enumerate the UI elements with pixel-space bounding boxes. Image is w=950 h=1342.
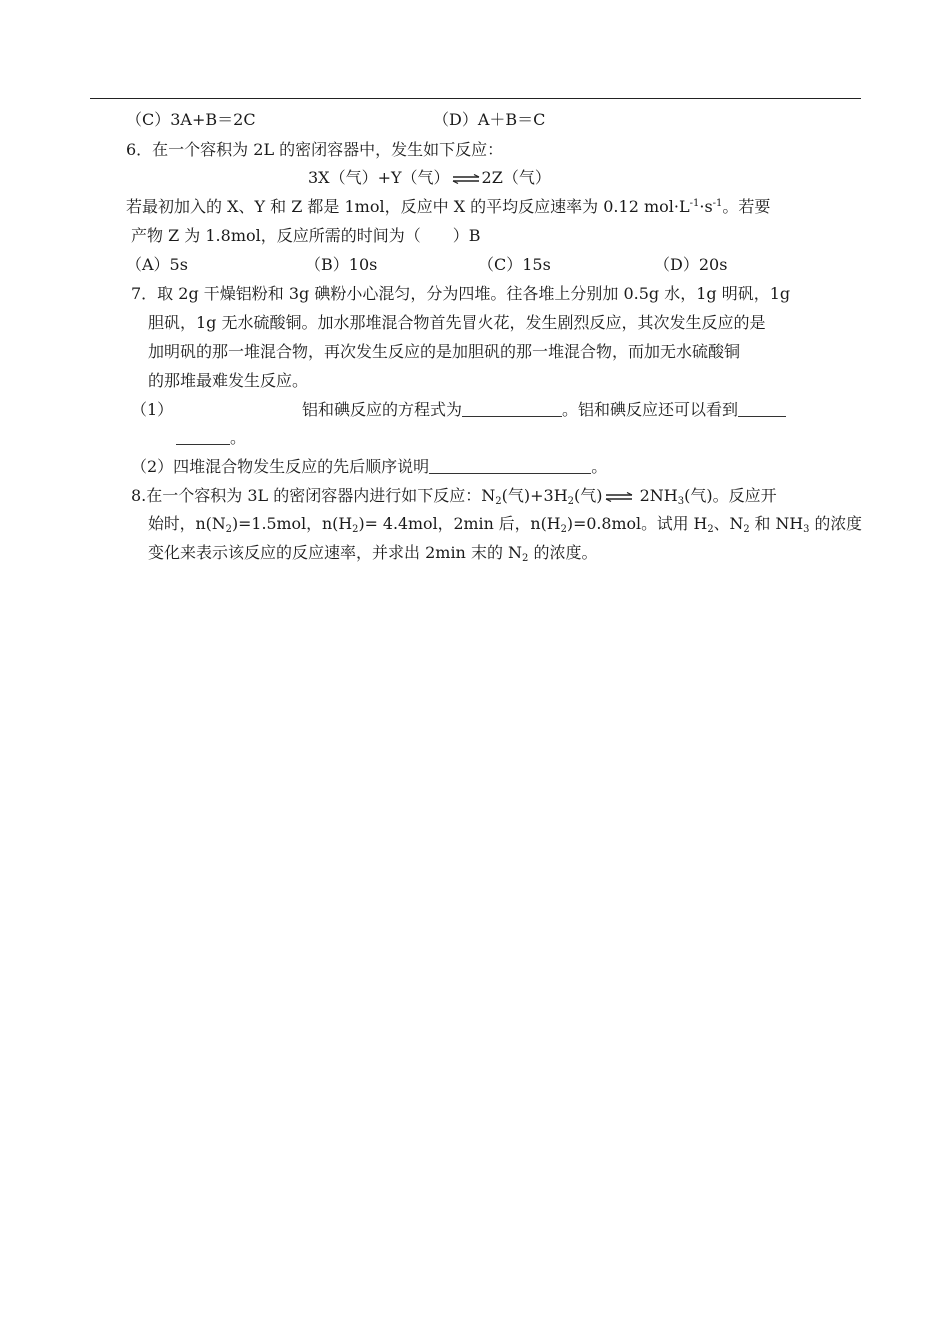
q8-l2-a: 始时，n(N xyxy=(148,514,226,533)
answer-blank xyxy=(462,400,562,417)
q8-l2-d: )=0.8mol。试用 H xyxy=(566,514,708,533)
q8-l2-sub6: 3 xyxy=(803,524,810,535)
q8-l3-sub1: 2 xyxy=(522,553,529,564)
q6-line3-c: 。若要 xyxy=(722,197,771,216)
q7-sub1-cont xyxy=(176,426,246,450)
q8-l2-sub2: 2 xyxy=(352,524,359,535)
q8-l1-sub2: 2 xyxy=(567,496,575,507)
q8-l1-c: (气) xyxy=(574,486,603,505)
q8-l3-a: 变化来表示该反应的反应速率，并求出 2min 末的 N xyxy=(148,543,523,562)
header-rule xyxy=(90,98,861,99)
q8-l1-sub3: 3 xyxy=(677,496,685,507)
q6-line3 xyxy=(126,195,770,219)
q7-sub1 xyxy=(302,398,786,422)
q6-eq-left: 3X（气）+Y（气） xyxy=(308,168,450,187)
q8-line3 xyxy=(148,541,598,565)
q6-eq-right: 2Z（气） xyxy=(481,168,551,187)
q8-l2-sub3: 2 xyxy=(560,524,567,535)
q7-line3: 加明矾的那一堆混合物，再次发生反应的是加胆矾的那一堆混合物，而加无水硫酸铜 xyxy=(148,342,741,361)
q6-sup1: -1 xyxy=(689,198,700,209)
q7-line1: 7．取 2g 干燥铝粉和 3g 碘粉小心混匀，分为四堆。往各堆上分别加 0.5g 水，1g 明矾，1g xyxy=(131,284,791,303)
q8-l1-d: 2NH xyxy=(634,486,678,505)
q7-sub1-number: （1） xyxy=(131,400,174,419)
q8-l2-sub5: 2 xyxy=(743,524,750,535)
q8-l1-a: 8.在一个容积为 3L 的密闭容器内进行如下反应：N xyxy=(131,486,496,505)
q6-option-c: （C）15s xyxy=(478,255,551,274)
q6-option-b: （B）10s xyxy=(305,255,378,274)
q6-line3-a: 若最初加入的 X、Y 和 Z 都是 1mol，反应中 X 的平均反应速率为 0.12 mol·L xyxy=(126,197,690,216)
q8-l3-b: 的浓度。 xyxy=(528,543,598,562)
q7-line4: 的那堆最难发生反应。 xyxy=(148,371,309,390)
q6-option-a: （A）5s xyxy=(126,255,188,274)
q6-line3-b: ·s xyxy=(699,197,713,216)
reversible-arrow-icon xyxy=(605,492,633,502)
q8-l2-sub4: 2 xyxy=(707,524,714,535)
q8-l2-e: 、N xyxy=(713,514,744,533)
q8-l1-b: (气)+3H xyxy=(501,486,568,505)
answer-blank xyxy=(176,428,230,445)
q7-sub1-a: 铝和碘反应的方程式为 xyxy=(302,400,463,419)
q7-line2: 胆矾，1g 无水硫酸铜。加水那堆混合物首先冒火花，发生剧烈反应，其次发生反应的是 xyxy=(148,313,766,332)
q7-sub1-b: 。铝和碘反应还可以看到 xyxy=(562,400,739,419)
q8-l2-c: )= 4.4mol，2min 后，n(H xyxy=(358,514,561,533)
q8-line2 xyxy=(148,512,862,536)
q8-l2-f: 和 NH xyxy=(749,514,804,533)
q5-option-d: （D）A＋B＝C xyxy=(433,110,546,129)
answer-blank xyxy=(429,457,591,474)
q8-l1-e: (气)。反应开 xyxy=(684,486,777,505)
q7-sub2-end: 。 xyxy=(591,457,608,476)
q6-equation xyxy=(308,166,551,190)
q8-l1-sub1: 2 xyxy=(495,496,502,507)
q7-sub1-end: 。 xyxy=(230,428,247,447)
q8-line1 xyxy=(131,484,777,508)
q6-option-d: （D）20s xyxy=(654,255,728,274)
q8-l2-g: 的浓度 xyxy=(809,514,862,533)
reversible-arrow-icon xyxy=(452,174,480,184)
q5-option-c: （C）3A+B＝2C xyxy=(126,110,256,129)
q6-sup2: -1 xyxy=(712,198,723,209)
q8-l2-b: )=1.5mol，n(H xyxy=(231,514,353,533)
q6-line4: 产物 Z 为 1.8mol，反应所需的时间为（ ）B xyxy=(131,226,481,245)
q7-sub2 xyxy=(131,455,607,479)
answer-blank xyxy=(738,400,786,417)
q6-stem: 6．在一个容积为 2L 的密闭容器中，发生如下反应： xyxy=(126,140,504,159)
q8-l2-sub1: 2 xyxy=(225,524,232,535)
q7-sub2-a: （2）四堆混合物发生反应的先后顺序说明 xyxy=(131,457,430,476)
